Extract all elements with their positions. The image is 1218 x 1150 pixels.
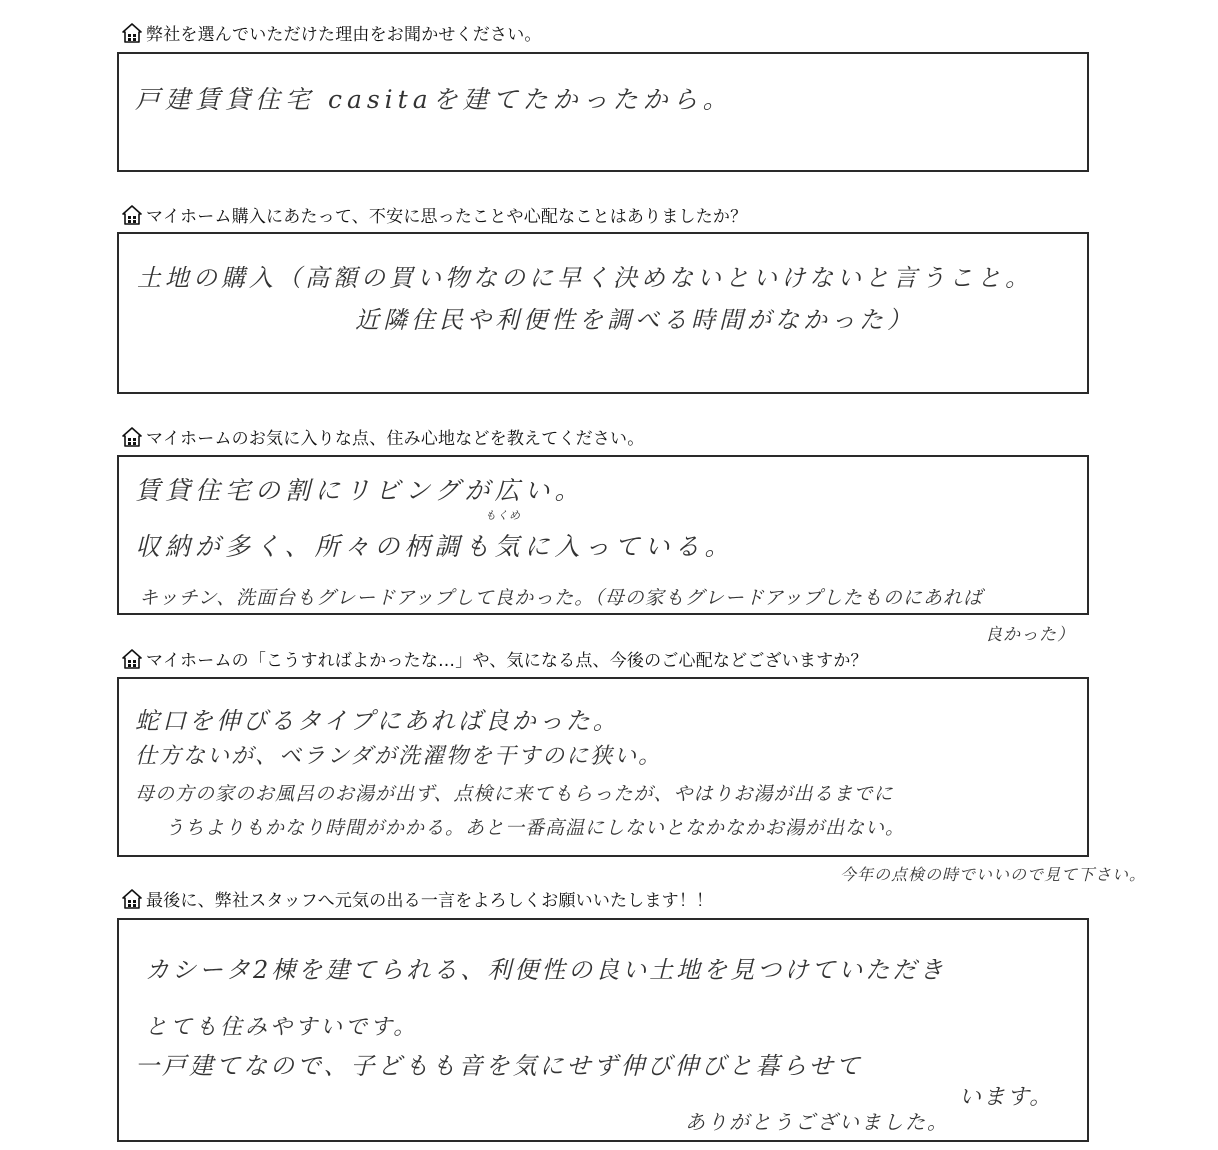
question-3 [122, 424, 644, 449]
house-icon [122, 427, 142, 447]
answer-3-line-4: 良かった） [985, 625, 1075, 645]
answer-5-line-2: とても住みやすいです。 [145, 1015, 419, 1040]
answer-3-ruby: もくめ [485, 509, 521, 522]
answer-4-line-4: うちよりもかなり時間がかかる。あと一番高温にしないとなかなかお湯が出ない。 [165, 817, 906, 839]
house-icon [122, 889, 142, 909]
answer-1-line-1: 戸建賃貸住宅 casitaを建てたかったから。 [135, 85, 733, 114]
answer-5-line-1: カシータ2棟を建てられる、利便性の良い土地を見つけていただき [145, 956, 947, 984]
answer-2-line-1: 土地の購入（高額の買い物なのに早く決めないといけないと言うこと。 [137, 264, 1033, 292]
answer-box-2 [117, 232, 1089, 394]
house-icon [122, 649, 142, 669]
question-1-label: 弊社を選んでいただけた理由をお聞かせください。 [146, 25, 542, 45]
answer-5-line-3: 一戸建てなので、子どもも音を気にせず伸び伸びと暮らせて [135, 1052, 863, 1080]
answer-3-line-1: 賃貸住宅の割にリビングが広い。 [135, 476, 585, 505]
answer-5-line-4: います。 [959, 1085, 1054, 1110]
house-icon [122, 205, 142, 225]
question-2 [122, 202, 747, 227]
answer-box-3 [117, 455, 1089, 615]
answer-box-5 [117, 918, 1089, 1142]
house-icon [122, 23, 142, 43]
answer-2-line-2: 近隣住民や利便性を調べる時間がなかった） [355, 306, 915, 334]
answer-4-line-2: 仕方ないが、ベランダが洗濯物を干すのに狭い。 [135, 744, 663, 769]
answer-3-line-3: キッチン、洗面台もグレードアップして良かった。（母の家もグレードアップしたものにあれば [139, 587, 983, 609]
question-5 [122, 886, 713, 911]
question-4 [122, 646, 868, 671]
answer-box-1 [117, 52, 1089, 172]
question-5-label: 最後に、弊社スタッフへ元気の出る一言をよろしくお願いいたします！！ [146, 891, 714, 911]
question-3-label: マイホームのお気に入りな点、住み心地などを教えてください。 [146, 429, 645, 449]
question-1 [122, 20, 542, 45]
answer-5-line-5: ありがとうございました。 [685, 1110, 949, 1134]
answer-3-line-2: 収納が多く、所々の柄調も気に入っている。 [135, 532, 735, 561]
answer-4-line-5: 今年の点検の時でいいので見て下さい。 [840, 865, 1147, 884]
answer-4-line-3: 母の方の家のお風呂のお湯が出ず、点検に来てもらったが、やはりお湯が出るまでに [135, 783, 894, 805]
question-4-label: マイホームの「こうすればよかったな…」や、気になる点、今後のご心配などございますか？ [146, 651, 868, 671]
answer-4-line-1: 蛇口を伸びるタイプにあれば良かった。 [135, 707, 620, 735]
answer-box-4 [117, 677, 1089, 857]
question-2-label: マイホーム購入にあたって、不安に思ったことや心配なことはありましたか？ [146, 207, 748, 227]
